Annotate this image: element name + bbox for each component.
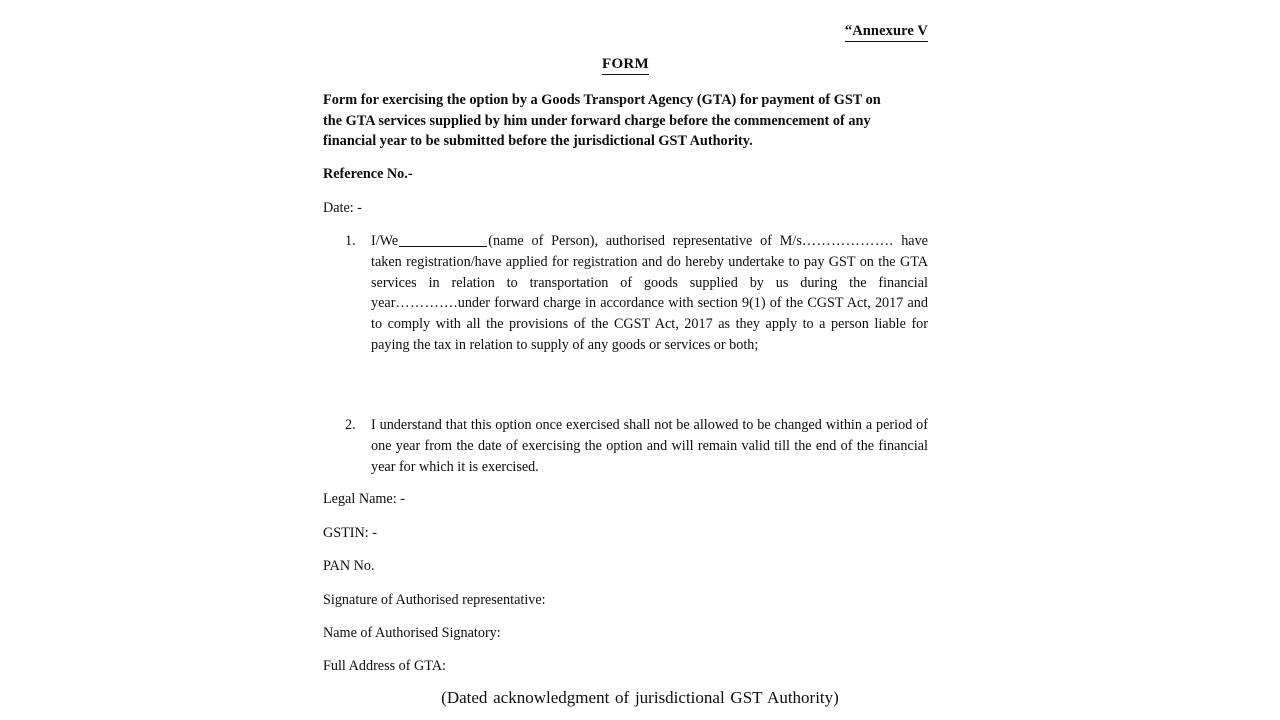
annexure-header-text: “Annexure V	[845, 23, 928, 42]
clause-1-text-before-blank: I/We	[371, 233, 399, 249]
reference-number-label: Reference No.-	[323, 166, 413, 182]
clause-1-text-after-blank: (name of Person), authorised representative of M/s	[488, 233, 802, 249]
form-description-line-1: Form for exercising the option by a Goods Transport Agency (GTA) for payment of GST on	[323, 92, 881, 108]
clause-1-marker: 1.	[345, 233, 356, 249]
clause-1-body	[371, 231, 928, 356]
clause-1-text-2: have taken registration/have applied for registration and do hereby undertake to pay GST on the GTA services in relation to transportation of goods supplied by us during the financial year	[371, 233, 928, 312]
form-description-line-2: the GTA services supplied by him under forward charge before the commencement of any	[323, 112, 871, 129]
form-title	[323, 55, 928, 75]
financial-year-dotted-blank[interactable]: ………….	[395, 295, 458, 312]
clause-item-2	[323, 415, 928, 477]
clause-item-1	[323, 231, 928, 356]
legal-name-field-label: Legal Name: -	[323, 491, 405, 507]
annexure-header	[323, 22, 928, 42]
clause-2-marker: 2.	[345, 417, 356, 433]
pan-number-field-label: PAN No.	[323, 558, 375, 574]
gstin-dotted-blank[interactable]: ……………….	[801, 233, 894, 249]
date-label: Date: -	[323, 200, 362, 216]
form-title-text: FORM	[602, 55, 649, 75]
full-address-field-label: Full Address of GTA:	[323, 658, 447, 674]
clause-2-body: I understand that this option once exercised shall not be allowed to be changed within a period of one year from the date of exercising the option and will remain valid till the end of the financial year for which it is exercised.	[371, 417, 928, 475]
gstin-field-label: GSTIN: -	[323, 525, 377, 541]
name-of-person-blank[interactable]	[399, 246, 487, 247]
form-description-line-3: financial year to be submitted before the jurisdictional GST Authority.	[323, 133, 753, 150]
dated-acknowledgement-line: (Dated acknowledgment of jurisdictional GST Authority)	[441, 688, 839, 707]
signature-field-label: Signature of Authorised representative:	[323, 592, 546, 608]
authorised-signatory-name-field-label: Name of Authorised Signatory:	[323, 625, 501, 641]
clause-1-text-3: under forward charge in accordance with section 9(1) of the CGST Act, 2017 and to comply with all the provisions of the CGST Act, 2017 as they apply to a person liable for paying the tax in relation to supply of any goods or services or both;	[371, 295, 928, 353]
form-description-paragraph	[323, 90, 928, 152]
